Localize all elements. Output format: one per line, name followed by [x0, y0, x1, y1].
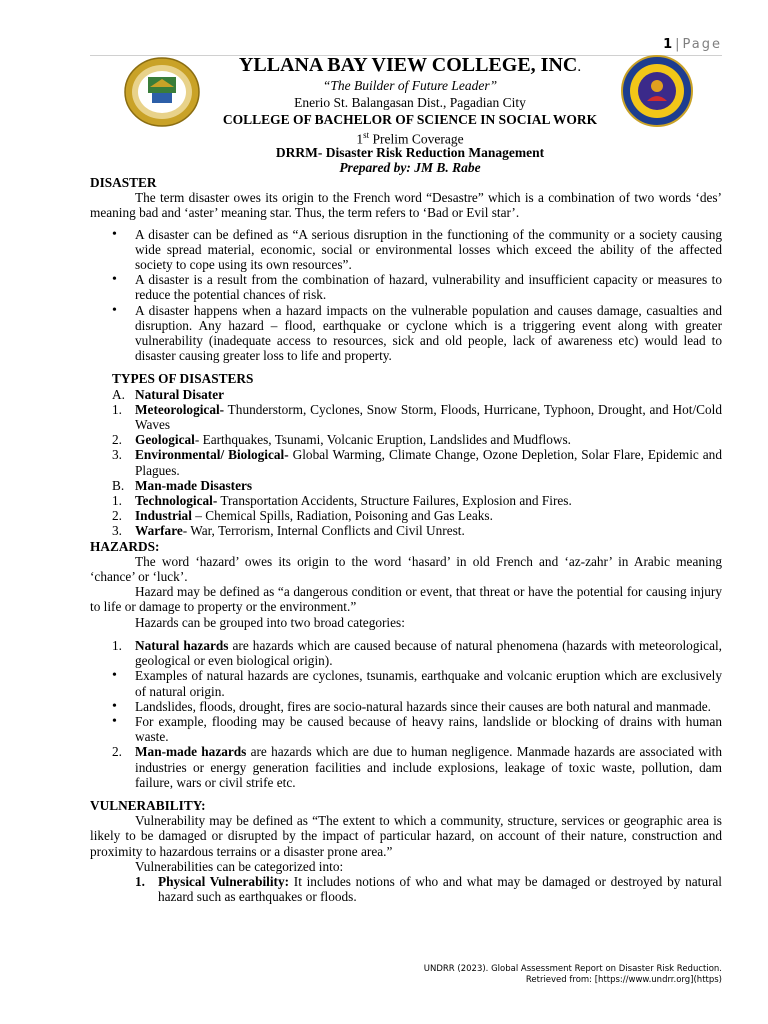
types-heading: TYPES OF DISASTERS [112, 371, 254, 387]
footer-citation-line: UNDRR (2023). Global Assessment Report on Disaster Risk Reduction. [423, 964, 722, 974]
hazards-origin: The word ‘hazard’ owes its origin to the word ‘hasard’ in old French and ‘az-zahr’ in Arabic meaning ‘chance’ or ‘luck’. [90, 553, 722, 585]
list-item: 1. Natural hazards are hazards which are caused because of natural phenomena (hazards with meteorological, geological or even biological origin). [112, 637, 722, 669]
hazards-categories-intro: Hazards can be grouped into two broad categories: [135, 614, 405, 630]
disaster-heading: DISASTER [90, 175, 157, 190]
list-item: 3. Warfare- War, Terrorism, Internal Conflicts and Civil Unrest. [112, 523, 465, 539]
natural-hazard-examples [90, 668, 722, 744]
disaster-intro: The term disaster owes its origin to the French word “Desastre” which is a combination of two words ‘des’ meaning bad and ‘aster’ meaning star. Thus, the term refers to ‘Bad or Evil star’. [90, 190, 722, 221]
list-item: • Landslides, floods, drought, fires are socio-natural hazards since their causes are both natural and manmade. [90, 699, 722, 714]
college-address: Enerio St. Balangasan Dist., Pagadian City [294, 95, 526, 110]
vulnerability-definition: Vulnerability may be defined as “The extent to which a community, structure, services or geographic area is likely to be damaged or disrupted by the impact of particular hazard, on account of their nature, construction and proximity to hazardous terrains or a disaster prone area.” [90, 813, 722, 859]
list-item: 1. Physical Vulnerability: It includes notions of who and what may be damaged or destroyed by natural hazard such as earthquakes or floods. [135, 873, 723, 905]
list-item: • For example, flooding may be caused because of heavy rains, landslide or blocking of drains with human waste. [90, 714, 722, 744]
department-name: COLLEGE OF BACHELOR OF SCIENCE IN SOCIAL WORK [222, 112, 598, 127]
list-item: 2. Man-made hazards are hazards which are due to human negligence. Manmade hazards are associated with industries or energy generation facilities and include explosions, leakage of toxic waste, pollution, dam failure, wars or civil strife etc. [112, 744, 722, 790]
list-item: • A disaster can be defined as “A serious disruption in the functioning of the community or a society causing wide spread material, economic, social or environmental losses which exceed the ability of the affected society to cope using its own resources”. [90, 227, 722, 273]
page-number-value: 1 [663, 37, 673, 52]
list-item: • A disaster happens when a hazard impacts on the vulnerable population and causes damage, casualties and disruption. Any hazard – flood, earthquake or cyclone which is a triggering event along with greater vulnerability (inadequate access to resources, sick and old people, lack of awareness etc) would lead to disaster causing greater loss to life and property. [90, 303, 722, 364]
page-label: Page [682, 37, 722, 52]
list-item: 2. Geological- Earthquakes, Tsunami, Volcanic Eruption, Landslides and Mudflows. [112, 432, 571, 448]
list-item: 2. Industrial – Chemical Spills, Radiation, Poisoning and Gas Leaks. [112, 508, 493, 524]
document-body [90, 175, 722, 904]
vulnerability-heading: VULNERABILITY: [90, 797, 206, 813]
list-item: 1. Meteorological- Thunderstorm, Cyclones, Snow Storm, Floods, Hurricane, Typhoon, Drought, and Hot/Cold Waves [112, 401, 722, 433]
page-number [663, 37, 722, 52]
disaster-definition-list [90, 227, 722, 364]
vulnerability-categories-intro: Vulnerabilities can be categorized into: [135, 858, 344, 874]
course-title: DRRM- Disaster Risk Reduction Management [275, 145, 545, 160]
list-item: 1. Technological- Transportation Accidents, Structure Failures, Explosion and Fires. [112, 493, 572, 509]
footer-citation-line: Retrieved from: [https://www.undrr.org](https) [525, 975, 722, 985]
list-item: • Examples of natural hazards are cyclones, tsunamis, earthquake and volcanic eruption which are exclusively of natural origin. [90, 668, 722, 698]
list-item: 3. Environmental/ Biological- Global Warming, Climate Change, Ozone Depletion, Solar Flare, Epidemic and Plagues. [112, 447, 722, 478]
natural-disaster-heading: A. Natural Disater [112, 386, 224, 402]
manmade-disaster-heading: B. Man-made Disasters [112, 477, 253, 493]
coverage-line: 1st Prelim Coverage [356, 130, 464, 147]
prepared-by: Prepared by: JM B. Rabe [339, 160, 481, 175]
list-item: • A disaster is a result from the combination of hazard, vulnerability and insufficient capacity or measures to reduce the potential chances of risk. [90, 272, 722, 302]
college-name: YLLANA BAY VIEW COLLEGE, INC. [238, 54, 582, 76]
hazards-heading: HAZARDS: [90, 538, 160, 554]
hazards-definition: Hazard may be defined as “a dangerous condition or event, that threat or have the potential for causing injury to life or damage to property or the environment.” [90, 584, 722, 615]
page-number-separator: | [675, 37, 680, 52]
college-motto: “The Builder of Future Leader” [322, 78, 498, 93]
footer-citation [424, 964, 722, 986]
